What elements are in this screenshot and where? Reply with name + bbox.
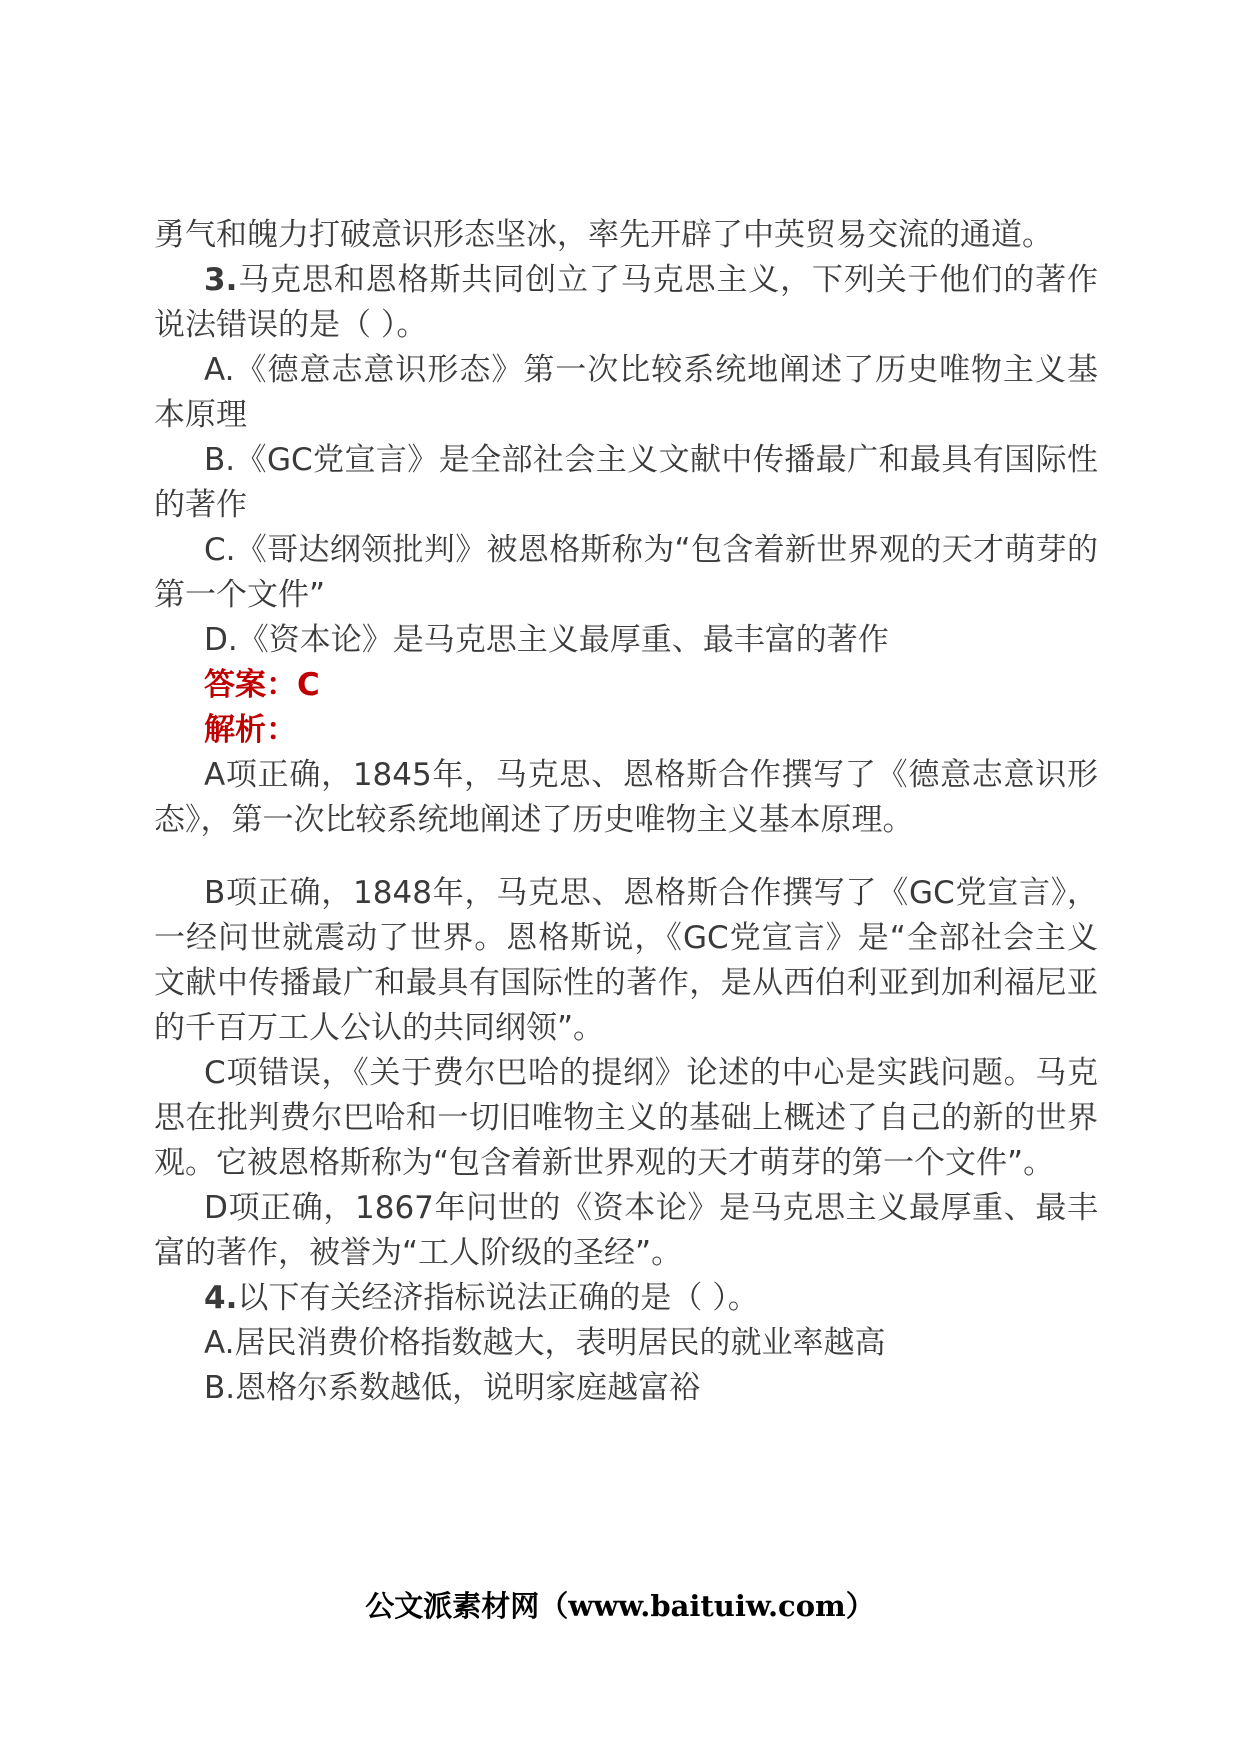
question-3-option-b: B.《GC党宣言》是全部社会主义文献中传播最广和最具有国际性的著作	[154, 442, 1098, 523]
question-4-text: 以下有关经济指标说法正确的是（ ）。	[237, 1280, 759, 1316]
analysis-item-c: C项错误，《关于费尔巴哈的提纲》论述的中心是实践问题。马克思在批判费尔巴哈和一切旧唯物主义的基础上概述了自己的新的世界观。它被恩格斯称为“包含着新世界观的天才萌芽的第一个文件”。	[154, 1055, 1098, 1181]
question-3	[154, 258, 1098, 348]
question-3-number: 3.	[204, 262, 238, 298]
answer-label: 答案：C	[204, 667, 320, 703]
question-4	[154, 1276, 1098, 1321]
question-3-option-d: D.《资本论》是马克思主义最厚重、最丰富的著作	[204, 622, 889, 658]
question-4-option-a: A.居民消费价格指数越大，表明居民的就业率越高	[204, 1325, 886, 1361]
analysis-label: 解析：	[204, 712, 297, 748]
continued-paragraph: 勇气和魄力打破意识形态坚冰，率先开辟了中英贸易交流的通道。	[154, 217, 1053, 253]
paragraph-spacer	[154, 843, 1098, 871]
question-3-option-c: C.《哥达纲领批判》被恩格斯称为“包含着新世界观的天才萌芽的第一个文件”	[154, 532, 1098, 613]
document-body	[154, 213, 1098, 1411]
analysis-item-d: D项正确，1867年问世的《资本论》是马克思主义最厚重、最丰富的著作，被誉为“工人阶级的圣经”。	[154, 1190, 1098, 1271]
question-4-option-b: B.恩格尔系数越低，说明家庭越富裕	[204, 1370, 701, 1406]
question-3-text: 马克思和恩格斯共同创立了马克思主义，下列关于他们的著作说法错误的是（ ）。	[154, 262, 1098, 343]
analysis-item-a: A项正确，1845年，马克思、恩格斯合作撰写了《德意志意识形态》，第一次比较系统地阐述了历史唯物主义基本原理。	[154, 757, 1098, 838]
question-3-option-a: A.《德意志意识形态》第一次比较系统地阐述了历史唯物主义基本原理	[154, 352, 1098, 433]
question-4-number: 4.	[204, 1280, 238, 1316]
page-footer: 公文派素材网（www.baituiw.com）	[365, 1589, 875, 1623]
analysis-item-b: B项正确，1848年，马克思、恩格斯合作撰写了《GC党宣言》，一经问世就震动了世界。恩格斯说，《GC党宣言》是“全部社会主义文献中传播最广和最具有国际性的著作，是从西伯利亚到加利福尼亚的千百万工人公认的共同纲领”。	[154, 875, 1098, 1046]
